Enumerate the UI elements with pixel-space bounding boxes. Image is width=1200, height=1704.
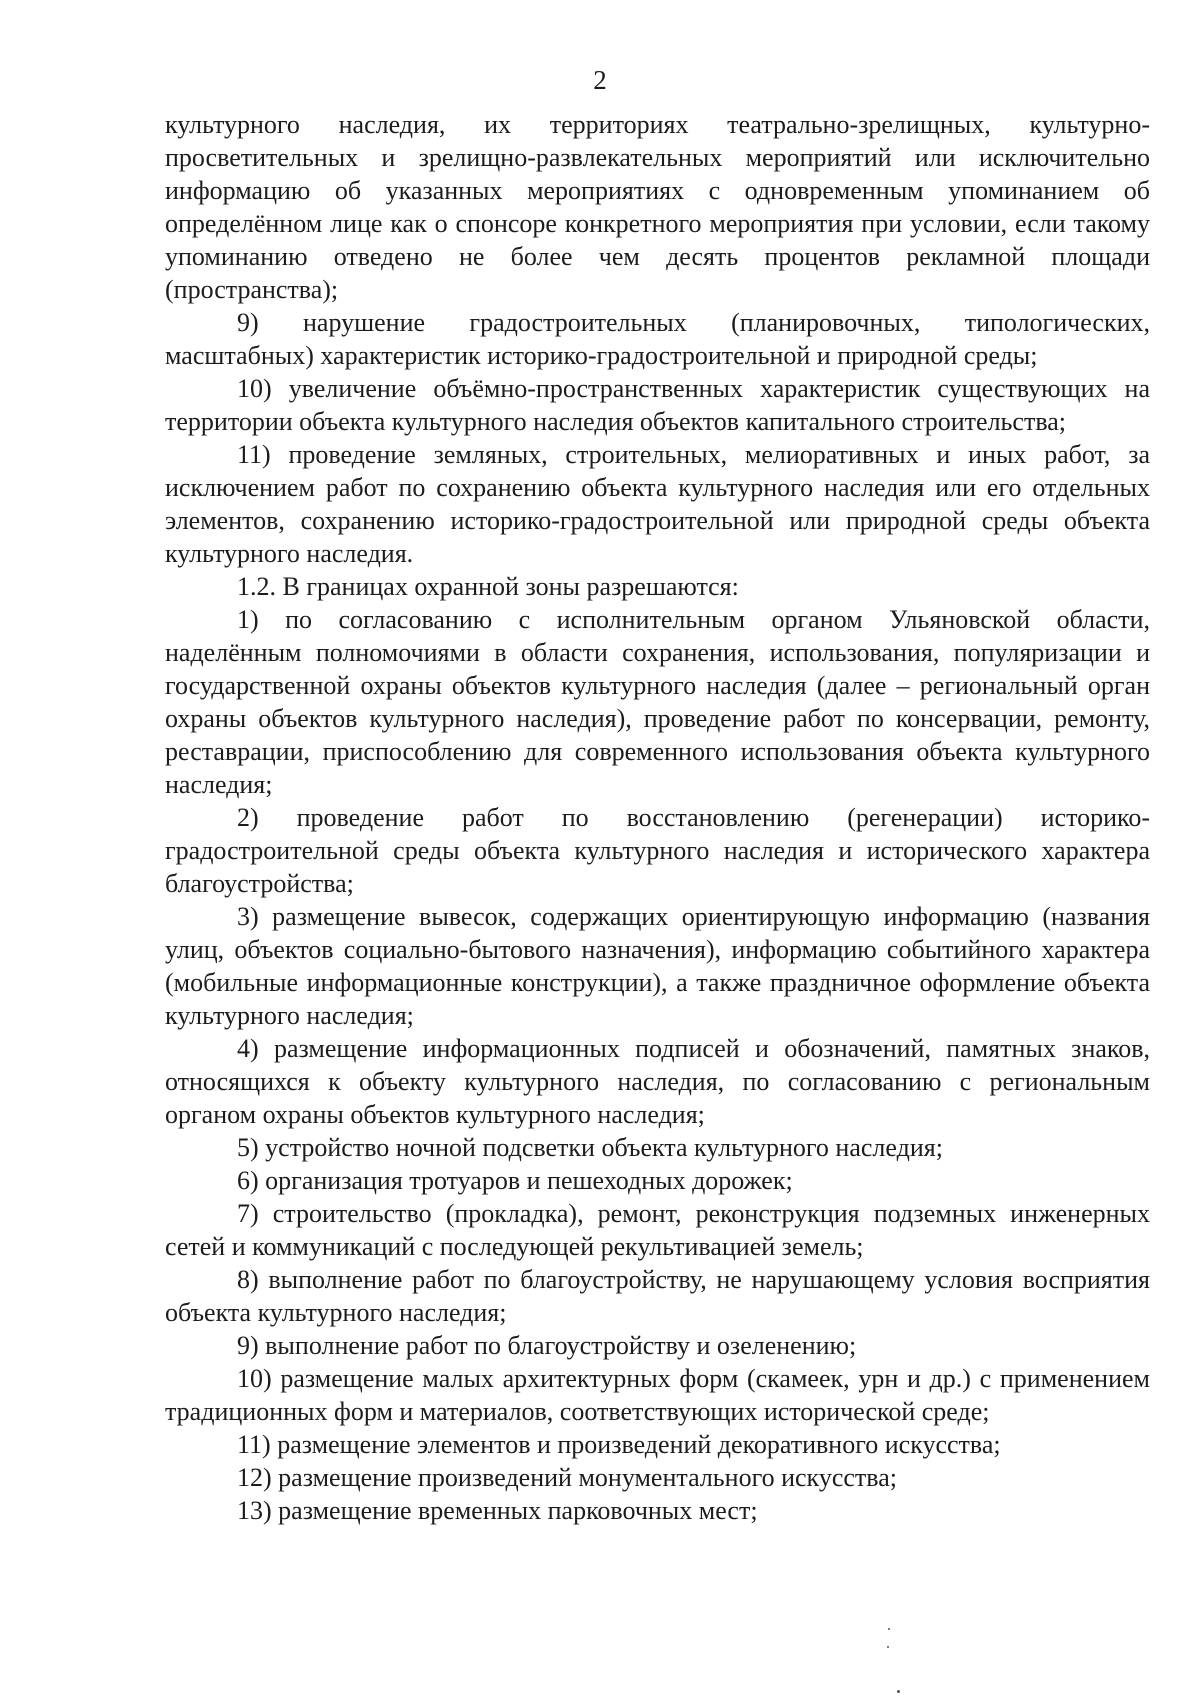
paragraph-item-7-allowed: 7) строительство (прокладка), ремонт, реконструкция подземных инженерных сетей и коммуникаций с последующей рекультивацией земель; — [165, 1199, 1150, 1261]
paragraph-item-8-allowed: 8) выполнение работ по благоустройству, не нарушающему условия восприятия объекта культурного наследия; — [165, 1265, 1150, 1327]
paragraph-item-3-allowed: 3) размещение вывесок, содержащих ориентирующую информацию (названия улиц, объектов социально-бытового назначения), информацию событийного характера (мобильные информационные конструкции), а также праздничное оформление объекта культурного наследия; — [165, 902, 1150, 1030]
paragraph-item-10-allowed: 10) размещение малых архитектурных форм (скамеек, урн и др.) с применением традиционных форм и материалов, соответствующих исторической среде; — [165, 1364, 1150, 1426]
paragraph-item-2-allowed: 2) проведение работ по восстановлению (регенерации) историко-градостроительной среды объекта культурного наследия и исторического характера благоустройства; — [165, 803, 1150, 898]
paragraph-item-11-allowed: 11) размещение элементов и произведений декоративного искусства; — [237, 1430, 1001, 1459]
section-heading-1-2: 1.2. В границах охранной зоны разрешаются: — [237, 572, 739, 601]
paragraph-item-10-prohibited: 10) увеличение объёмно-пространственных характеристик существующих на территории объекта культурного наследия объектов капитального строительства; — [165, 374, 1150, 436]
scan-speck — [887, 1646, 889, 1648]
paragraph-item-6-allowed: 6) организация тротуаров и пешеходных дорожек; — [237, 1166, 793, 1195]
paragraph-item-5-allowed: 5) устройство ночной подсветки объекта культурного наследия; — [237, 1133, 943, 1162]
page-number: 2 — [593, 65, 607, 95]
document-body — [165, 108, 1150, 1527]
paragraph-item-4-allowed: 4) размещение информационных подписей и обозначений, памятных знаков, относящихся к объекту культурного наследия, по согласованию с региональным органом охраны объектов культурного наследия; — [165, 1034, 1150, 1129]
paragraph-continuation: культурного наследия, их территориях театрально-зрелищных, культурно-просветительных и зрелищно-развлекательных мероприятий или исключительно информацию об указанных мероприятиях с одновременным упоминанием об определённом лице как о спонсоре конкретного мероприятия при условии, если такому упоминанию отведено не более чем десять процентов рекламной площади (пространства); — [165, 110, 1150, 304]
scan-speck — [888, 1628, 890, 1630]
scan-speck — [897, 1690, 900, 1693]
paragraph-item-12-allowed: 12) размещение произведений монументального искусства; — [237, 1463, 897, 1492]
paragraph-item-9-prohibited: 9) нарушение градостроительных (планировочных, типологических, масштабных) характеристик историко-градостроительной и природной среды; — [165, 308, 1150, 370]
paragraph-item-9-allowed: 9) выполнение работ по благоустройству и озеленению; — [237, 1331, 857, 1360]
paragraph-item-1-allowed: 1) по согласованию с исполнительным органом Ульяновской области, наделённым полномочиями в области сохранения, использования, популяризации и государственной охраны объектов культурного наследия (далее – региональный орган охраны объектов культурного наследия), проведение работ по консервации, ремонту, реставрации, приспособлению для современного использования объекта культурного наследия; — [165, 605, 1150, 799]
paragraph-item-13-allowed: 13) размещение временных парковочных мест; — [237, 1496, 758, 1525]
paragraph-item-11-prohibited: 11) проведение земляных, строительных, мелиоративных и иных работ, за исключением работ по сохранению объекта культурного наследия или его отдельных элементов, сохранению историко-градостроительной или природной среды объекта культурного наследия. — [165, 440, 1150, 568]
